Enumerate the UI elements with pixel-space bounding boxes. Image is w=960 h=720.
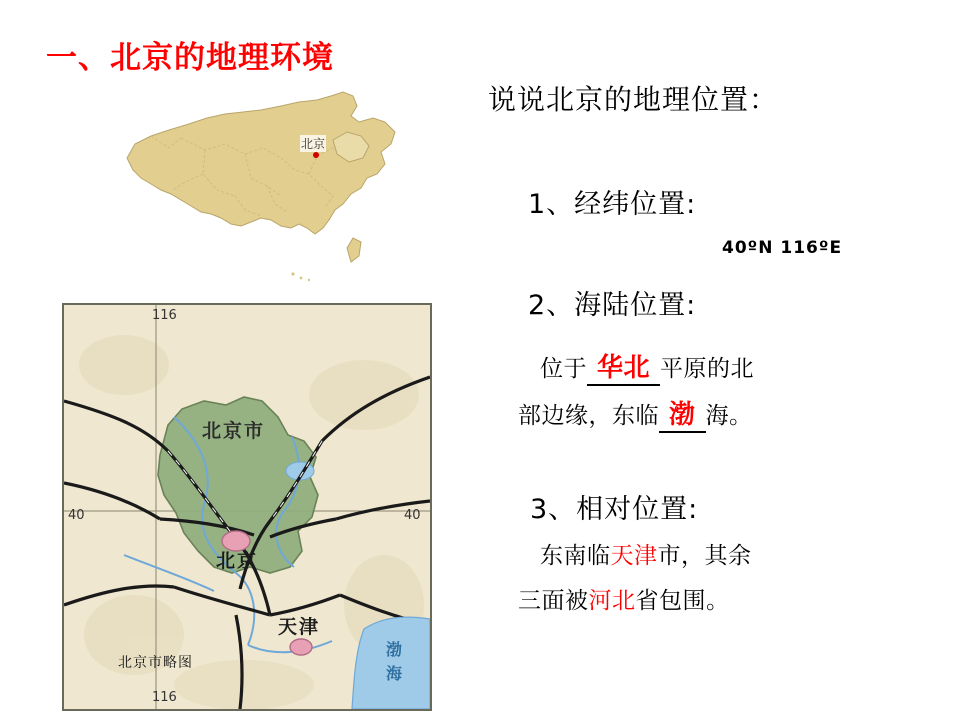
- item-2-paragraph: [518, 345, 958, 439]
- map-longitude-top-label: 116: [152, 308, 177, 323]
- item-2-text-d: 海。: [705, 403, 753, 429]
- svg-text:北京: 北京: [216, 550, 259, 572]
- left-column: [0, 0, 470, 720]
- right-column: [470, 0, 960, 720]
- item-2-label: 2、海陆位置:: [528, 290, 697, 321]
- beijing-marker-dot: [313, 152, 319, 158]
- item-2-answer-huabei: 华北: [587, 353, 660, 386]
- item-2-text-c: 部边缘，东临: [518, 403, 659, 429]
- item-1-coordinates: 40ºN 116ºE: [722, 238, 843, 258]
- detail-map-caption: 北京市略图: [118, 655, 193, 671]
- item-3-text-a: 东南临: [540, 543, 611, 569]
- item-3-red-hebei: 河北: [588, 588, 636, 614]
- svg-text:海: 海: [386, 664, 403, 683]
- map-longitude-bottom-label: 116: [152, 690, 177, 705]
- svg-text:北京市: 北京市: [202, 420, 266, 442]
- item-3-text-b: 市，其余: [657, 543, 752, 569]
- item-3-label: 3、相对位置:: [530, 494, 699, 525]
- item-3-text-d: 省包围。: [635, 588, 730, 614]
- beijing-vicinity-map: [62, 303, 432, 711]
- section-title: 一、北京的地理环境: [46, 40, 334, 76]
- question-heading: 说说北京的地理位置：: [488, 83, 779, 116]
- item-2-text-a: 位于: [540, 356, 587, 382]
- item-3-paragraph: [518, 534, 958, 624]
- svg-text:渤: 渤: [386, 640, 403, 659]
- item-2-answer-bohai: 渤: [659, 400, 706, 433]
- svg-text:天津: 天津: [278, 616, 321, 638]
- map-latitude-left-label: 40: [68, 508, 85, 523]
- china-map: [85, 78, 415, 288]
- china-map-city-label: 北京: [301, 137, 326, 151]
- item-2-text-b: 平原的北: [660, 356, 755, 382]
- map-latitude-right-label: 40: [404, 508, 421, 523]
- item-1-label: 1、经纬位置:: [528, 189, 697, 220]
- item-3-red-tianjin: 天津: [610, 543, 658, 569]
- item-3-text-c: 三面被: [518, 588, 589, 614]
- beijing-vicinity-map-icon: [64, 305, 430, 709]
- china-outline-map-icon: [85, 78, 415, 288]
